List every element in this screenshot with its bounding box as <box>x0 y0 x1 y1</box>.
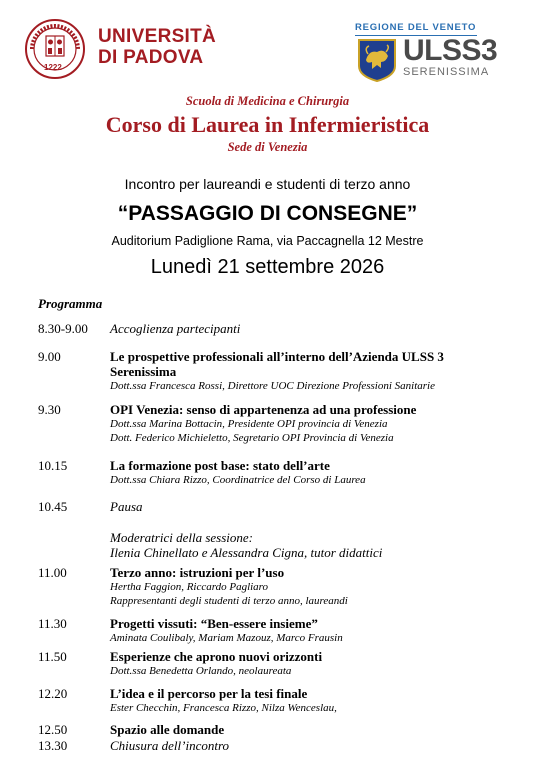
programme-label: Programma <box>38 296 103 311</box>
schedule-time: 12.20 <box>38 686 68 701</box>
schedule-speaker: Rappresentanti degli studenti di terzo anno, laureandi <box>110 595 348 607</box>
schedule-time: 11.50 <box>38 649 67 664</box>
university-name-line2: DI PADOVA <box>98 47 204 68</box>
seat-name: Sede di Venezia <box>227 140 308 154</box>
region-label: REGIONE DEL VENETO <box>355 22 477 36</box>
ulss-name: ULSS3 <box>403 34 498 67</box>
schedule-title: Esperienze che aprono nuovi orizzonti <box>110 649 323 664</box>
moderators-names: Ilenia Chinellato e Alessandra Cigna, tutor didattici <box>110 545 383 560</box>
schedule-time: 8.30-9.00 <box>38 321 88 336</box>
schedule-item <box>110 402 510 445</box>
venice-lion-crest-icon <box>357 38 397 82</box>
schedule-title: La formazione post base: stato dell’arte <box>110 458 330 473</box>
schedule-title: OPI Venezia: senso di appartenenza ad una professione <box>110 402 417 417</box>
university-name-line1: UNIVERSITÀ <box>98 26 217 47</box>
schedule-time: 9.00 <box>38 349 61 364</box>
university-logo <box>24 18 224 82</box>
schedule-title: Spazio alle domande <box>110 722 225 737</box>
schedule-time: 10.15 <box>38 458 68 473</box>
schedule-speaker: Aminata Coulibaly, Mariam Mazouz, Marco Frausin <box>110 632 343 644</box>
schedule-speaker: Ester Checchin, Francesca Rizzo, Nilza Wenceslau, <box>110 702 337 714</box>
schedule-item <box>110 321 510 336</box>
schedule-item <box>110 649 510 678</box>
course-title: Corso di Laurea in Infermieristica <box>105 112 430 137</box>
schedule-item <box>110 349 510 393</box>
schedule-title: Chiusura dell’incontro <box>110 738 230 753</box>
schedule-title: Pausa <box>110 499 143 514</box>
schedule-title: Progetti vissuti: “Ben-essere insieme” <box>110 616 318 631</box>
meeting-description: Incontro per laureandi e studenti di terzo anno <box>124 176 411 192</box>
schedule-time: 12.50 <box>38 722 68 737</box>
moderators-label: Moderatrici della sessione: <box>110 530 253 545</box>
schedule-time: 13.30 <box>38 738 68 753</box>
schedule-speaker: Dott.ssa Francesca Rossi, Direttore UOC Direzione Professioni Sanitarie <box>110 380 435 392</box>
event-venue: Auditorium Padiglione Rama, via Paccagnella 12 Mestre <box>111 234 424 248</box>
schedule-time: 10.45 <box>38 499 68 514</box>
schedule-item <box>110 499 510 514</box>
schedule-time: 11.00 <box>38 565 67 580</box>
school-name: Scuola di Medicina e Chirurgia <box>185 94 350 108</box>
schedule-item <box>110 686 510 715</box>
moderators-block <box>110 530 510 560</box>
ulss-logo <box>355 22 515 92</box>
schedule-title: L’idea e il percorso per la tesi finale <box>110 686 308 701</box>
schedule-time: 9.30 <box>38 402 61 417</box>
university-name <box>98 26 216 68</box>
schedule-title: Terzo anno: istruzioni per l’uso <box>110 565 285 580</box>
schedule-item <box>110 458 510 487</box>
schedule-time: 11.30 <box>38 616 67 631</box>
schedule-speaker: Dott.ssa Benedetta Orlando, neolaureata <box>110 665 292 677</box>
schedule-item <box>110 722 510 737</box>
event-date: Lunedì 21 settembre 2026 <box>150 256 385 278</box>
event-title: “PASSAGGIO DI CONSEGNE” <box>117 202 418 225</box>
schedule-speaker: Dott.ssa Marina Bottacin, Presidente OPI provincia di Venezia <box>110 418 388 430</box>
schedule-title-continued: Serenissima <box>110 364 177 379</box>
schedule-speaker: Dott.ssa Chiara Rizzo, Coordinatrice del Corso di Laurea <box>110 474 366 486</box>
schedule-speaker: Dott. Federico Michieletto, Segretario OPI Provincia di Venezia <box>110 432 394 444</box>
seal-year: 1222 <box>44 63 62 72</box>
schedule-item <box>110 616 510 645</box>
schedule-speaker: Hertha Faggion, Riccardo Pagliaro <box>110 581 269 593</box>
ulss-subtitle: SERENISSIMA <box>403 66 490 78</box>
schedule-title: Le prospettive professionali all’interno dell’Azienda ULSS 3 <box>110 349 444 364</box>
schedule-title: Accoglienza partecipanti <box>110 321 241 336</box>
schedule-item <box>110 738 510 753</box>
schedule-item <box>110 565 510 608</box>
